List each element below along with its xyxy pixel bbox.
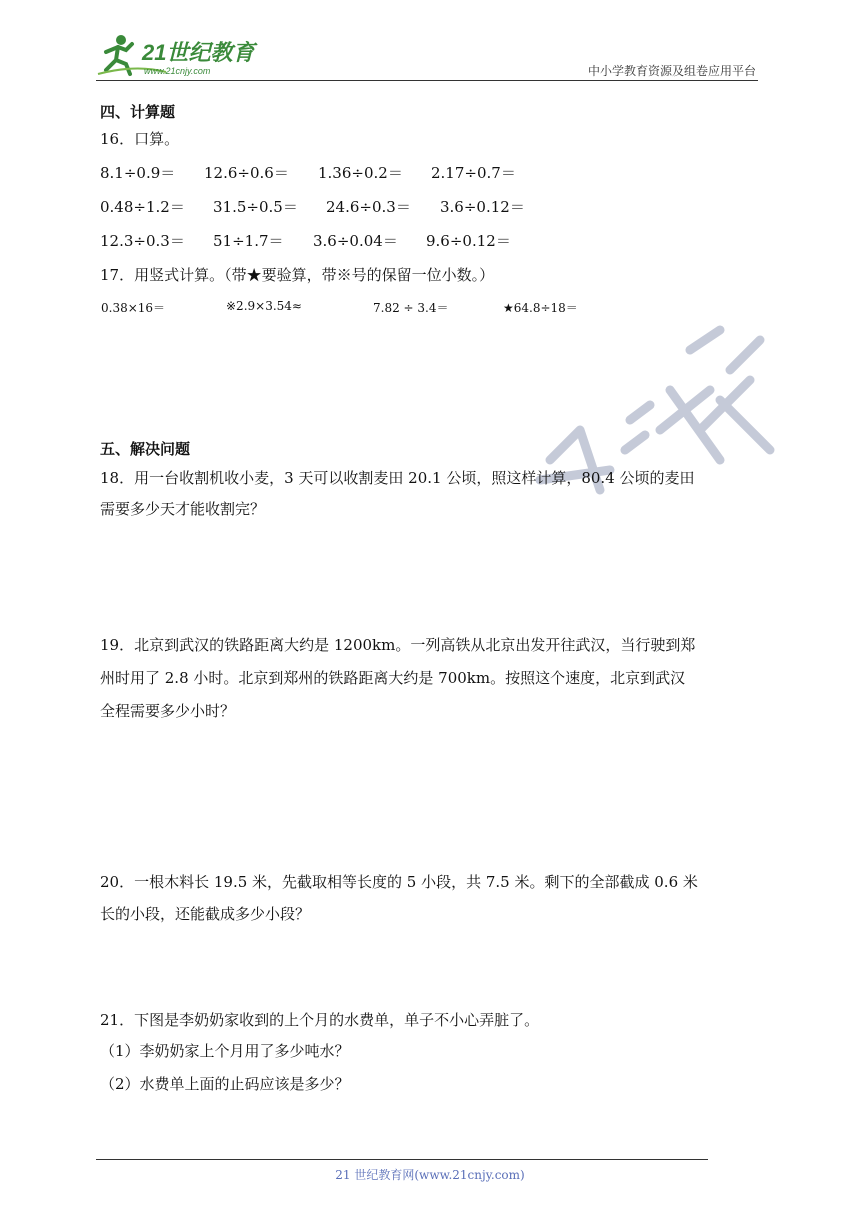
q17-item: 0.38×16＝ [101,301,166,315]
q18-line: 18．用一台收割机收小麦，3 天可以收割麦田 20.1 公顷，照这样计算，80.4 公顷的麦田 [100,469,695,487]
footer-divider [96,1159,708,1160]
q20-line: 长的小段，还能截成多少小段？ [100,905,311,923]
q16-item: 24.6÷0.3＝ [326,198,411,216]
q21-line: 21．下图是李奶奶家收到的上个月的水费单，单子不小心弄脏了。 [100,1011,540,1029]
q16-item: 0.48÷1.2＝ [100,198,185,216]
q16-item: 31.5÷0.5＝ [213,198,298,216]
q17-item: ※2.9×3.54≈ [226,299,302,313]
footer-text: 21 世纪教育网(www.21cnjy.com) [335,1168,525,1182]
site-logo [96,30,266,80]
q19-line: 19．北京到武汉的铁路距离大约是 1200km。一列高铁从北京出发开往武汉，当行驶到郑 [100,636,696,654]
q16-item: 12.3÷0.3＝ [100,232,185,250]
q17-item: 7.82 ÷ 3.4＝ [373,301,449,315]
platform-name: 中小学教育资源及组卷应用平台 [587,64,756,78]
q16-item: 12.6÷0.6＝ [204,164,289,182]
q16-item: 1.36÷0.2＝ [318,164,403,182]
header-divider [96,80,758,81]
q21-subquestion: （1）李奶奶家上个月用了多少吨水？ [100,1042,350,1060]
section-5-title: 五、解决问题 [100,440,191,458]
svg-text:www.21cnjy.com: www.21cnjy.com [144,66,211,76]
q16-item: 2.17÷0.7＝ [431,164,516,182]
q16-item: 51÷1.7＝ [213,232,284,250]
q16-item: 8.1÷0.9＝ [100,164,176,182]
section-4-title: 四、计算题 [100,103,176,121]
q20-line: 20．一根木料长 19.5 米，先截取相等长度的 5 小段，共 7.5 米。剩下的全部截成 0.6 米 [100,873,698,891]
svg-text:21世纪教育: 21世纪教育 [142,40,255,65]
q16-item: 9.6÷0.12＝ [426,232,511,250]
q17-stem: 17．用竖式计算。（带★要验算，带※号的保留一位小数。） [100,266,495,284]
q18-line: 需要多少天才能收割完？ [100,500,266,518]
q16-item: 3.6÷0.12＝ [440,198,525,216]
q19-line: 全程需要多少小时？ [100,702,236,720]
q16-item: 3.6÷0.04＝ [313,232,398,250]
q16-stem: 16．口算。 [100,130,180,148]
q19-line: 州时用了 2.8 小时。北京到郑州的铁路距离大约是 700km。按照这个速度，北京到武汉 [100,669,686,687]
q21-subquestion: （2）水费单上面的止码应该是多少？ [100,1075,350,1093]
q17-item: ★64.8÷18＝ [503,301,578,315]
